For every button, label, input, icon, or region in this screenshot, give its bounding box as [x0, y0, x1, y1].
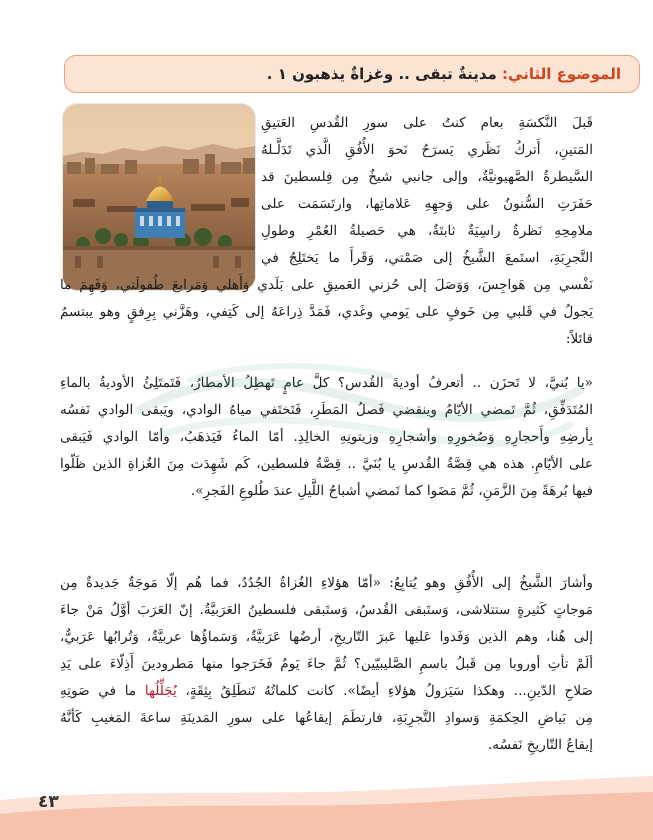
text-line-start: صَلاحِ الدّينِ... وهكذا سَيَزولُ هؤلاءِ أيضًا». كانت كلماتُهُ تَنطَلِقُ بِثِقَةٍ، — [176, 683, 593, 699]
text-line: نَفْسي مِن هَواجِسَ، وَوَصَلَ إلى حُزني العَميقِ على بَلَدي وَأَهلي وَمَرابعَ طُفولَتي، وَفَهِمَ ما — [60, 277, 593, 293]
text-line: إيقاعُ التّاريخِ نَفسُه. — [487, 737, 593, 753]
lesson-title — [267, 65, 621, 83]
footer-wave-decoration — [0, 770, 653, 840]
text-line: التَّجرِبَةِ، استَمعَ الشَّيخُ إلى صَمْتي، وَقَرأَ ما يَختَلِجُ في — [261, 250, 593, 266]
text-line: مِن بَياضِ الحِكمَةِ وَسوادِ التَّجرِبَةِ، فارتطَمَ إيقاعُها على سورِ المَدينَةِ ساعةَ المَغيبِ كَأنَّهُ — [60, 710, 593, 726]
lesson-title-main: مدينةٌ تبقى .. وغزاةٌ يذهبون ١ . — [266, 65, 497, 83]
text-line: إلى هُنا، وهم الذين وَفَدوا عَليها عَبرَ التّاريخِ، أرضُها عَرَبيَّةٌ، وَسَماؤُها عربيَّةٌ، وَتُرابُها عَرَبيٌّ، — [60, 629, 593, 645]
text-line: وأشارَ الشَّيخُ إلى الأُفُقِ وهو يُتابِعُ: «أمّا هؤلاءِ الغُزاةُ الجُدُدُ، فما هُم إلّا مَوجَةٌ جَديدةٌ مِن — [60, 575, 593, 591]
page-number: ٤٣ — [38, 792, 59, 812]
text-line: على الأيّامِ. هذه هي قِصَّةُ القُدسِ يا بُنَيَّ .. قِصَّةُ فلسطين، كَم شَهِدَت مِنَ الغُزاةِ الذين ظَلّوا — [60, 456, 593, 472]
paragraph-invaders — [60, 570, 593, 759]
lesson-title-label: الموضوع الثاني: — [496, 65, 621, 83]
text-line: بِأرضِهِ وأَحجارِهِ وَصُخورِهِ وأشجارِهِ وزيتونِهِ الخالِدِ. أمّا الماءُ فَيَذهَبُ، وأمّا الوادي فَيَبقى — [60, 429, 593, 445]
text-line — [60, 678, 593, 705]
paragraph-sheikh-speech — [60, 370, 593, 505]
page-footer-wave — [0, 770, 653, 840]
paragraph-intro — [60, 110, 593, 353]
text-line: مَوجاتٍ كَثيرةٍ ستتلاشى، وَستَبقى القُدسُ، وَستَبقى فلسطينُ العَرَبيَّةُ. إنّ العَرَبَ أوَّلُ مَنْ جاءَ — [60, 602, 593, 618]
text-line: السَّيطرةُ الصَّهيونيَّةُ، وإلى جانبي شيخٌ مِن فِلسطينَ قد — [261, 169, 593, 185]
text-line: يَجولُ في قَلبي مِن خَوفٍ على يَومي وغَدي، فَمَدَّ ذِراعَهُ إلى كَتِفي، وهَزَّني بِرِفقٍ وهو يبتسمُ — [60, 304, 593, 320]
emphasized-word: يُجَلِّلُها — [144, 683, 177, 699]
text-line: ألَمْ تأتِ أوروبا مِن قَبلُ باسمِ الصَّليبيّين؟ ثُمَّ جاءَ يَومٌ فَخَرَجوا منها مَطرودينَ أَذِلّاءَ على يَدِ — [60, 656, 593, 672]
text-line: قَبلَ النَّكسَةِ بعام كنتُ على سورِ القُدسِ العَتيقِ — [261, 115, 593, 131]
text-line: المُتَدَفِّقِ، ثُمَّ تَمضي الأيّامُ وينقضي فَصلُ المَطَرِ، فَتَختَفي مياهُ الوادي، ويَبقى الوادي نَفسُه — [60, 402, 593, 418]
text-line: قائلاً: — [565, 331, 593, 347]
text-line: حَفَرَتِ السُّنونُ على وَجهِهِ عَلاماتِها، وارتَسَمَت على — [261, 196, 593, 212]
text-line-end: ما في صَوتِهِ — [60, 683, 145, 699]
text-line: «يا بُنيَّ، لا تَحزَن .. أتعرفُ أوديةَ القُدس؟ كلَّ عامٍ تَهطِلُ الأمطارُ، فَتَمتَلِئُ الأوديةُ بالماءِ — [60, 375, 593, 391]
text-line: فيها بُرهَةً مِنَ الزَّمَنِ، ثُمَّ مَضَوا كما تَمضي أشباحُ اللَّيلِ عندَ طُلوعِ الفَجرِ». — [190, 483, 593, 499]
text-line: المَتينِ، أَتركُ نَظَري يَسرَحُ نَحوَ الأُفُقِ الَّذي تَدَلَّـلهُ — [261, 142, 593, 158]
lesson-title-bar — [64, 55, 640, 93]
text-line: ملامِحِهِ نَظرةٌ راسِيَةٌ ثابتَةٌ، هي حَصيلةُ العُمْرِ وطولِ — [261, 223, 593, 239]
